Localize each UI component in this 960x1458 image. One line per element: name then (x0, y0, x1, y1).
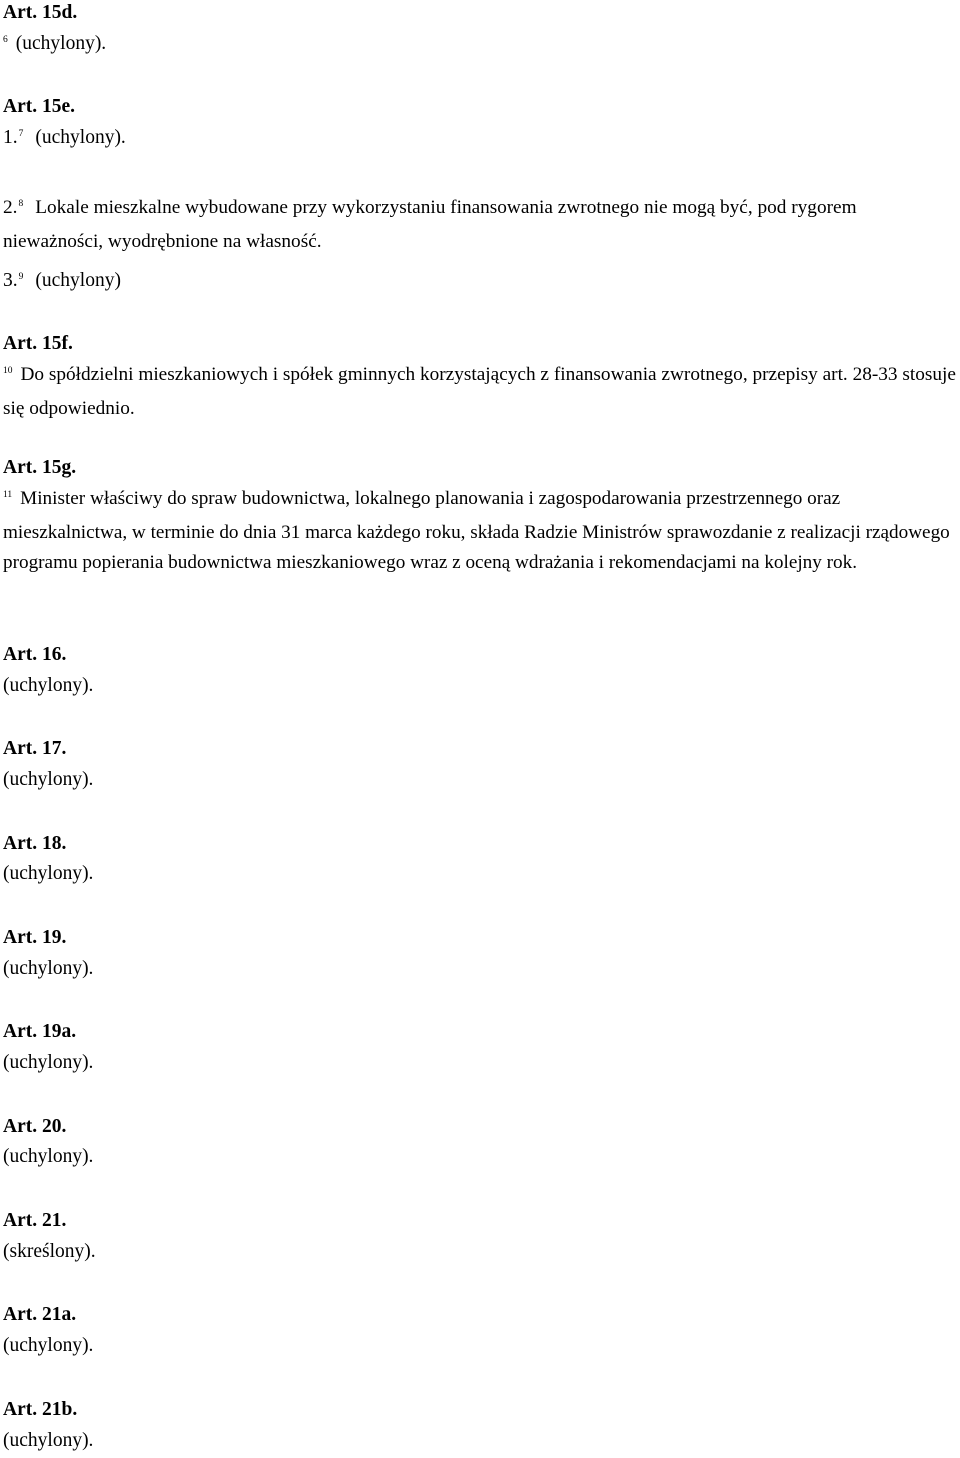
article-text-15g: Minister właściwy do spraw budownictwa, lokalnego planowania i zagospodarowania przestrzennego oraz mieszkalnictwa, w terminie do dnia 31 marca każdego roku, składa Radzie Ministrów sprawozdanie z realizacji rządowego programu popierania budownictwa mieszkaniowego wraz z oceną wdrażania i rekomendacjami na kolejny rok. (3, 488, 950, 573)
item-text: (uchylony). (35, 127, 126, 148)
article-heading-19: Art. 19. (3, 927, 67, 948)
footnote-ref-10[interactable]: 10 (3, 366, 13, 376)
footnote-ref-9[interactable]: 9 (18, 272, 24, 282)
article-heading-21b: Art. 21b. (3, 1399, 78, 1420)
footnote-ref-8[interactable]: 8 (18, 199, 24, 209)
item-number: 3. (3, 270, 18, 291)
article-text-21a: (uchylony). (3, 1335, 94, 1356)
article-text-18: (uchylony). (3, 863, 94, 884)
article-heading-20: Art. 20. (3, 1116, 67, 1137)
article-text-19: (uchylony). (3, 958, 94, 979)
article-text-15d: (uchylony). (15, 33, 107, 54)
article-body-15f (3, 360, 959, 424)
article-heading-15e: Art. 15e. (3, 96, 76, 117)
article-heading-18: Art. 18. (3, 833, 67, 854)
item-number: 2. (3, 197, 18, 218)
article-heading-15f: Art. 15f. (3, 333, 73, 354)
article-heading-17: Art. 17. (3, 738, 67, 759)
article-text-15f: Do spółdzielni mieszkaniowych i spółek gminnych korzystających z finansowania zwrotnego, przepisy art. 28-33 stosuje się odpowiednio. (3, 364, 956, 419)
article-text-20: (uchylony). (3, 1146, 94, 1167)
footnote-ref-7[interactable]: 7 (18, 129, 24, 139)
article-text-17: (uchylony). (3, 769, 94, 790)
article-heading-16: Art. 16. (3, 644, 67, 665)
article-heading-21: Art. 21. (3, 1210, 67, 1231)
article-heading-21a: Art. 21a. (3, 1304, 77, 1325)
article-text-16: (uchylony). (3, 675, 94, 696)
article-item-15e-3 (3, 269, 121, 296)
article-body-15d (3, 32, 106, 59)
item-text: Lokale mieszkalne wybudowane przy wykorzystaniu finansowania zwrotnego nie mogą być, pod rygorem nieważności, wyodrębnione na własność. (3, 197, 857, 252)
article-item-15e-2 (3, 193, 959, 257)
article-heading-15d: Art. 15d. (3, 2, 78, 23)
article-text-21: (skreślony). (3, 1241, 96, 1262)
article-text-21b: (uchylony). (3, 1430, 94, 1451)
item-number: 1. (3, 127, 18, 148)
footnote-ref-6[interactable]: 6 (3, 35, 8, 45)
article-text-19a: (uchylony). (3, 1052, 94, 1073)
item-text: (uchylony) (35, 270, 121, 291)
article-heading-19a: Art. 19a. (3, 1021, 77, 1042)
article-item-15e-1 (3, 126, 126, 153)
footnote-ref-11[interactable]: 11 (3, 490, 13, 500)
article-body-15g (3, 484, 959, 579)
article-heading-15g: Art. 15g. (3, 457, 77, 478)
